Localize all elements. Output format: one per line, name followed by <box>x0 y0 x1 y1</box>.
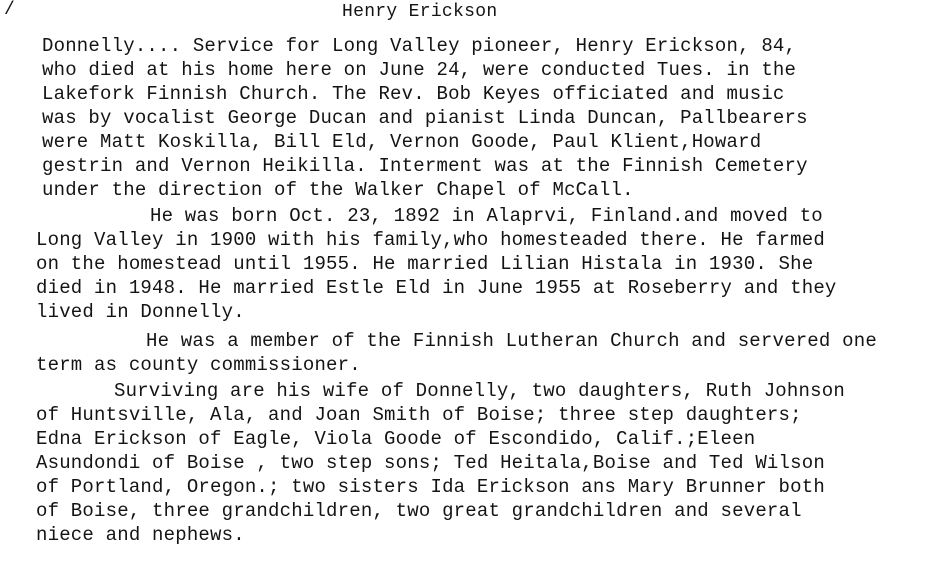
text-line: Lakefork Finnish Church. The Rev. Bob Keyes officiated and music <box>42 83 785 105</box>
text-line: He was a member of the Finnish Lutheran Church and servered one <box>146 330 877 352</box>
text-line: of Boise, three grandchildren, two great grandchildren and several <box>36 500 802 522</box>
text-line: term as county commissioner. <box>36 354 361 376</box>
corner-mark: / <box>4 0 15 20</box>
text-line: gestrin and Vernon Heikilla. Interment was at the Finnish Cemetery <box>42 155 808 177</box>
text-line: of Huntsville, Ala, and Joan Smith of Boise; three step daughters; <box>36 404 802 426</box>
text-line: who died at his home here on June 24, were conducted Tues. in the <box>42 59 797 81</box>
text-line: on the homestead until 1955. He married Lilian Histala in 1930. She <box>36 253 814 275</box>
text-line: He was born Oct. 23, 1892 in Alaprvi, Finland.and moved to <box>150 205 823 227</box>
text-line: Surviving are his wife of Donnelly, two daughters, Ruth Johnson <box>114 380 845 402</box>
text-line: niece and nephews. <box>36 524 245 546</box>
text-line: was by vocalist George Ducan and pianist Linda Duncan, Pallbearers <box>42 107 808 129</box>
page-title: Henry Erickson <box>342 2 498 22</box>
text-line: under the direction of the Walker Chapel of McCall. <box>42 179 634 201</box>
text-line: died in 1948. He married Estle Eld in June 1955 at Roseberry and they <box>36 277 837 299</box>
text-line: lived in Donnelly. <box>36 301 245 323</box>
text-line: Long Valley in 1900 with his family,who homesteaded there. He farmed <box>36 229 825 251</box>
text-line: Asundondi of Boise , two step sons; Ted Heitala,Boise and Ted Wilson <box>36 452 825 474</box>
text-line: Edna Erickson of Eagle, Viola Goode of Escondido, Calif.;Eleen <box>36 428 756 450</box>
text-line: of Portland, Oregon.; two sisters Ida Erickson ans Mary Brunner both <box>36 476 825 498</box>
text-line: Donnelly.... Service for Long Valley pioneer, Henry Erickson, 84, <box>42 35 797 57</box>
text-line: were Matt Koskilla, Bill Eld, Vernon Goode, Paul Klient,Howard <box>42 131 762 153</box>
